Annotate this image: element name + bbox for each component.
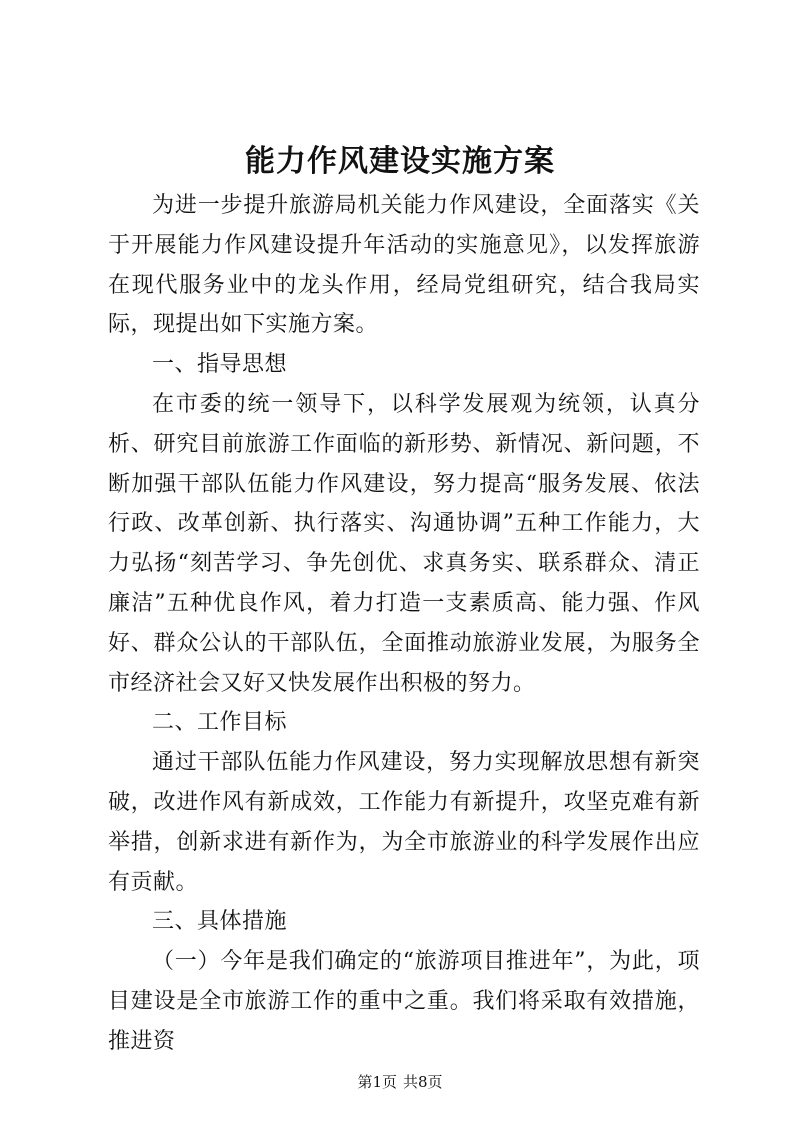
intro-paragraph: 为进一步提升旅游局机关能力作风建设，全面落实《关于开展能力作风建设提升年活动的实施意见》，以发挥旅游在现代服务业中的龙头作用，经局党组研究，结合我局实际，现提出如下实施方案。 xyxy=(108,193,700,338)
section-heading-guiding-ideology: 一、指导思想 xyxy=(152,352,288,378)
section-heading-work-goals: 二、工作目标 xyxy=(152,710,288,736)
page-footer xyxy=(0,1072,800,1092)
work-goals-paragraph: 通过干部队伍能力作风建设，努力实现解放思想有新突破，改进作风有新成效，工作能力有新提升，攻坚克难有新举措，创新求进有新作为，为全市旅游业的科学发展作出应有贡献。 xyxy=(108,750,700,895)
section-heading-specific-measures: 三、具体措施 xyxy=(152,909,288,935)
document-title: 能力作风建设实施方案 xyxy=(245,144,555,179)
page-number: 第1页 xyxy=(357,1073,397,1091)
page-total: 共8页 xyxy=(403,1073,443,1091)
specific-measures-paragraph: （一）今年是我们确定的“旅游项目推进年”，为此，项目建设是全市旅游工作的重中之重。我们将采取有效措施，推进资 xyxy=(108,949,700,1054)
document-body xyxy=(108,186,700,1062)
guiding-ideology-paragraph: 在市委的统一领导下，以科学发展观为统领，认真分析、研究目前旅游工作面临的新形势、新情况、新问题，不断加强干部队伍能力作风建设，努力提高“服务发展、依法行政、改革创新、执行落实、沟通协调”五种工作能力，大力弘扬“刻苦学习、争先创优、求真务实、联系群众、清正廉洁”五种优良作风，着力打造一支素质高、能力强、作风好、群众公认的干部队伍，全面推动旅游业发展，为服务全市经济社会又好又快发展作出积极的努力。 xyxy=(108,391,700,696)
